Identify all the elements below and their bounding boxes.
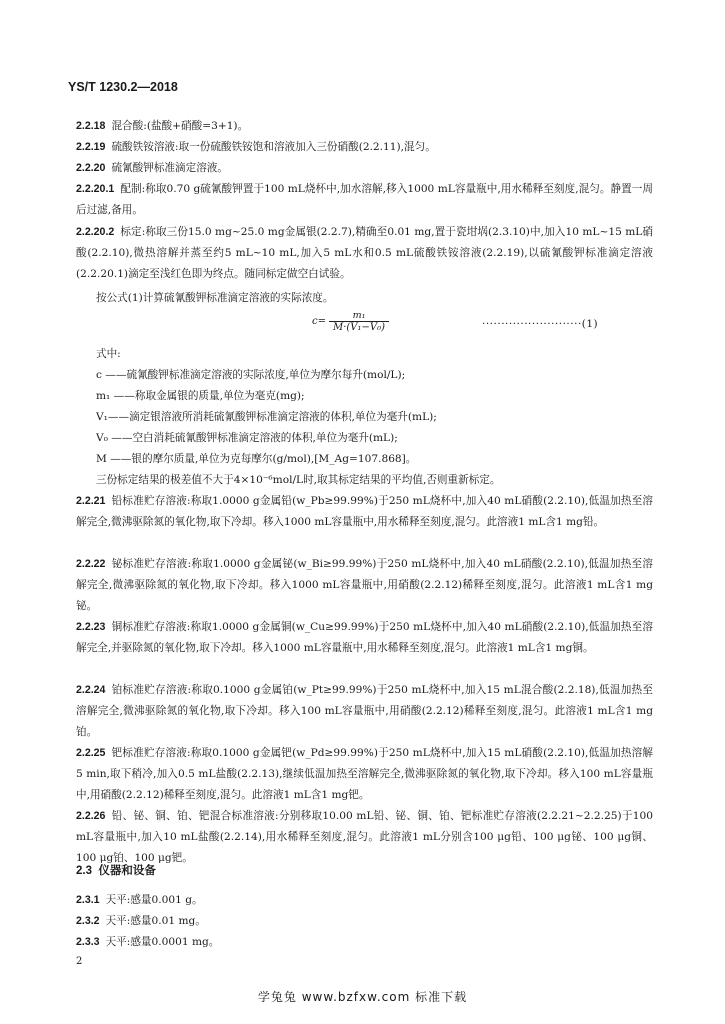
clause-2-2-19: 2.2.19 硫酸铁铵溶液:取一份硫酸铁铵饱和溶液加入三份硝酸(2.2.11),混匀。 [76, 141, 436, 153]
where-label: 式中: [96, 348, 121, 360]
footer-watermark: 学兔兔 www.bzfxw.com 标准下载 [257, 990, 468, 1004]
variable-m: M ——银的摩尔质量,单位为克每摩尔(g/mol),[M_Ag=107.868]。 [96, 453, 417, 465]
calc-intro: 按公式(1)计算硫氰酸钾标准滴定溶液的实际浓度。 [96, 292, 334, 304]
section-heading-instruments: 2.3 仪器和设备 [76, 865, 156, 877]
instrument-2-3-3: 2.3.3 天平:感量0.0001 mg。 [76, 936, 220, 948]
clause-2-2-20-1: 2.2.20.1 配制:称取0.70 g硫氰酸钾置于100 mL烧杯中,加水溶解,移入1000 mL容量瓶中,用水稀释至刻度,混匀。静置一周后过滤,备用。 [76, 183, 653, 216]
tolerance-note: 三份标定结果的极差值不大于4×10⁻⁶mol/L时,取其标定结果的平均值,否则重新标定。 [96, 474, 501, 486]
clause-2-2-23: 2.2.23 铜标准贮存溶液:称取1.0000 g金属铜(w_Cu≥99.99%)于250 mL烧杯中,加入40 mL硝酸(2.2.10),低温加热至溶解完全,并驱除氮的氧化物,取下冷却。移入1000 mL容量瓶中,用水稀释至刻度,混匀。此溶液1 mL含1 mg铜。 [76, 621, 653, 654]
standard-number: YS/T 1230.2—2018 [68, 80, 178, 94]
variable-c: c ——硫氰酸钾标准滴定溶液的实际浓度,单位为摩尔每升(mol/L); [96, 369, 406, 381]
concentration-formula: c= $\frac{\text{m₁}}{\text{M·(V₁−V₀)}}$ [312, 310, 389, 333]
clause-2-2-20-2: 2.2.20.2 标定:称取三份15.0 mg~25.0 mg金属银(2.2.7),精确至0.01 mg,置于瓷坩埚(2.3.10)中,加入10 mL~15 mL硝酸(2.2.10),微热溶解并蒸至约5 mL~10 mL,加入5 mL水和0.5 mL硫酸铁铵溶液(2.2.19),以硫氰酸钾标准滴定溶液(2.2.20.1)滴定至浅红色即为终点。随同标定做空白试验。 [76, 226, 653, 280]
clause-2-2-22: 2.2.22 铋标准贮存溶液:称取1.0000 g金属铋(w_Bi≥99.99%)于250 mL烧杯中,加入40 mL硝酸(2.2.10),低温加热至溶解完全,微沸驱除氮的氧化物,取下冷却。移入1000 mL容量瓶中,用硝酸(2.2.12)稀释至刻度,混匀。此溶液1 mL含1 mg铋。 [76, 558, 653, 612]
instrument-2-3-1: 2.3.1 天平:感量0.001 g。 [76, 894, 203, 906]
clause-2-2-18: 2.2.18 混合酸:(盐酸+硝酸=3+1)。 [76, 120, 249, 132]
clause-2-2-20: 2.2.20 硫氰酸钾标准滴定溶液。 [76, 162, 228, 174]
clause-2-2-24: 2.2.24 铂标准贮存溶液:称取0.1000 g金属铂(w_Pt≥99.99%)于250 mL烧杯中,加入15 mL混合酸(2.2.18),低温加热至溶解完全,微沸驱除氮的氧化物,取下冷却。移入100 mL容量瓶中,用硝酸(2.2.12)稀释至刻度,混匀。此溶液1 mL含1 mg铂。 [76, 684, 653, 738]
variable-v0: V₀ ——空白消耗硫氰酸钾标准滴定溶液的体积,单位为毫升(mL); [96, 432, 398, 444]
variable-m1: m₁ ——称取金属银的质量,单位为毫克(mg); [96, 390, 305, 402]
clause-2-2-21: 2.2.21 铅标准贮存溶液:称取1.0000 g金属铅(w_Pb≥99.99%)于250 mL烧杯中,加入40 mL硝酸(2.2.10),低温加热至溶解完全,微沸驱除氮的氧化物,取下冷却。移入1000 mL容量瓶中,用水稀释至刻度,混匀。此溶液1 mL含1 mg铅。 [76, 495, 653, 528]
equation-number: ··························(1) [482, 318, 599, 330]
page-number: 2 [76, 956, 83, 967]
variable-v1: V₁——滴定银溶液所消耗硫氰酸钾标准滴定溶液的体积,单位为毫升(mL); [96, 411, 437, 423]
clause-2-2-26: 2.2.26 铅、铋、铜、铂、钯混合标准溶液:分别移取10.00 mL铅、铋、铜、铂、钯标准贮存溶液(2.2.21~2.2.25)于100 mL容量瓶中,加入10 mL盐酸(2.2.14),用水稀释至刻度,混匀。此溶液1 mL分别含100 μg铅、100 μg铋、100 μg铜、100 μg铂、100 μg钯。 [76, 810, 653, 864]
clause-2-2-25: 2.2.25 钯标准贮存溶液:称取0.1000 g金属钯(w_Pd≥99.99%)于250 mL烧杯中,加入15 mL硝酸(2.2.10),低温加热溶解5 min,取下稍冷,加入0.5 mL盐酸(2.2.13),继续低温加热至溶解完全,微沸驱除氮的氧化物,取下冷却。移入100 mL容量瓶中,用硝酸(2.2.12)稀释至刻度,混匀。此溶液1 mL含1 mg钯。 [76, 747, 653, 801]
instrument-2-3-2: 2.3.2 天平:感量0.01 mg。 [76, 915, 206, 927]
